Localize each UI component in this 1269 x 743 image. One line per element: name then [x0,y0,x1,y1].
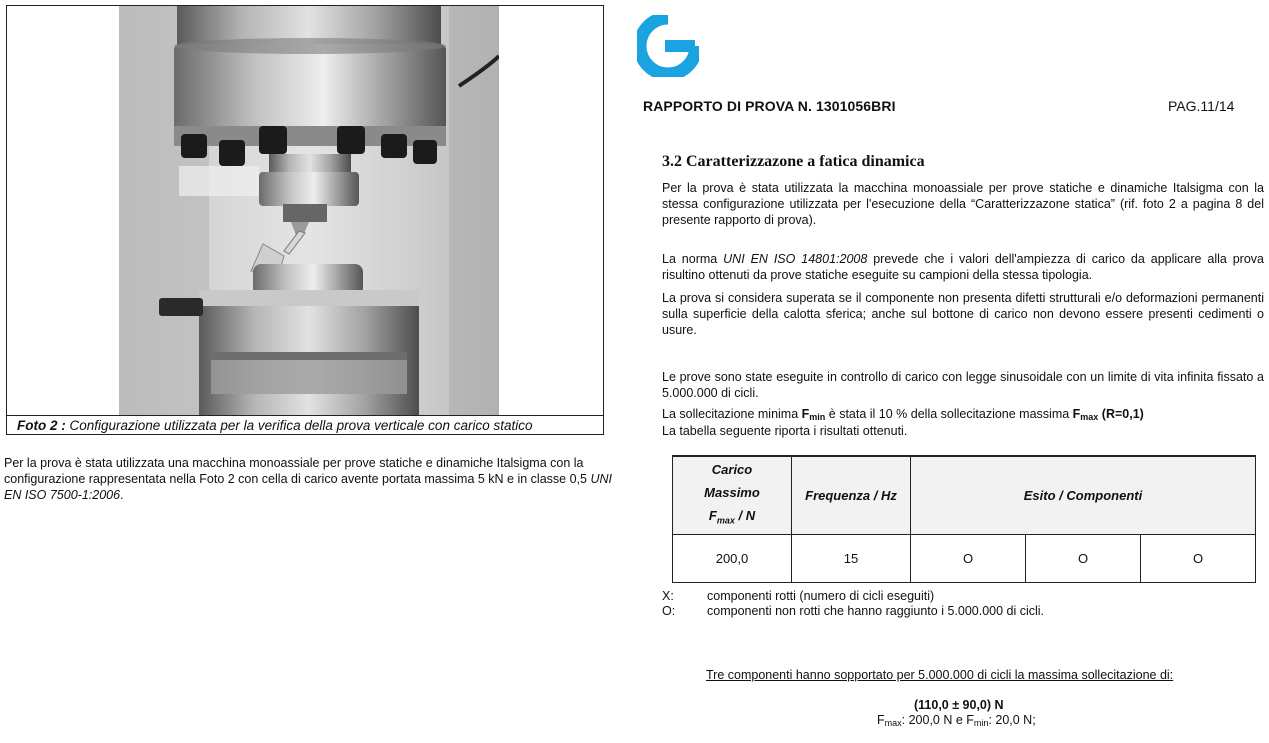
header-f-sub: max [716,515,735,526]
cell-load: 200,0 [673,534,792,582]
cell-component-3: O [1141,534,1256,582]
fmax-sub: max [884,718,902,728]
p5-min: min [809,412,826,422]
paragraph-table-intro: La tabella seguente riporta i risultati ottenuti. [662,424,908,438]
p2-b: prevede che i valori dell'ampiezza di carico da applicare alla prova risultino ottenuti da prove statiche eseguite su campioni della stessa tipologia. [662,252,1265,282]
header-max-load [673,456,792,534]
p5-a: La sollecitazione minima [662,407,802,421]
conclusion-force-values [877,713,1036,728]
paragraph-criteria: La prova si considera superata se il componente non presenta difetti strutturali e/o deformazioni permanenti sulla superficie della calotta sferica; anche sul bottone di carico non devono essere presenti cedimenti o usure. [662,291,1264,337]
header-max-load-line1: Carico [711,462,753,477]
test-machine-photo [119,6,499,415]
caption-text: Configurazione utilizzata per la verifica della prova verticale con carico statico [65,418,533,433]
p2-standard: UNI EN ISO 14801:2008 [723,252,868,266]
p2-a: La norma [662,252,724,266]
photo-caption [7,415,603,434]
left-paragraph-text: Per la prova è stata utilizzata una macchina monoassiale per prove statiche e dinamiche Italsigma con la configurazione rappresentata nella Foto 2 con cella di carico avente portata massima 5 kN e in classe 0,5 [4,456,591,486]
p5-f2: F [1072,407,1081,421]
table-row [673,534,1256,582]
fmax-f: F [877,713,885,727]
header-frequency: Frequenza / Hz [792,456,911,534]
legend-text: componenti non rotti che hanno raggiunto i 5.000.000 di cicli. [707,604,1045,618]
legend-text: componenti rotti (numero di cicli eseguiti) [707,589,935,603]
paragraph-standard [662,251,1264,283]
page-number: PAG.11/14 [1168,98,1235,114]
header-f: F [708,508,717,523]
header-max-load-line2: Massimo [704,485,760,500]
legend-key: O: [662,604,676,618]
left-paragraph-end: . [120,488,124,502]
paragraph-procedure: Le prove sono state eseguite in controllo di carico con legge sinusoidale con un limite di vita infinita fissato a 5.000.000 di cicli. [662,370,1264,400]
conclusion-sentence: Tre componenti hanno sopportato per 5.000.000 di cicli la massima sollecitazione di: [706,668,1174,682]
test-machine-illustration [119,6,499,415]
cell-component-2: O [1026,534,1141,582]
legend-key: X: [662,589,674,603]
header-unit: / N [734,508,756,523]
p5-c: (R=0,1) [1098,407,1144,421]
section-title: 3.2 Caratterizzazone a fatica dinamica [662,153,925,170]
conclusion-formula: (110,0 ± 90,0) N [914,698,1004,712]
table-header-row [673,456,1256,534]
p5-f: F [801,407,810,421]
paragraph-machine: Per la prova è stata utilizzata la macchina monoassiale per prove statiche e dinamiche Italsigma con la stessa configurazione utilizzata per l'esecuzione della “Caratterizzazone statica” (rif. foto 2 a pagina 8 del presente rapporto di prova). [662,181,1264,227]
fmax-value: : 200,0 N e F [901,713,974,727]
cell-frequency: 15 [792,534,911,582]
p5-max: max [1080,412,1099,422]
header-outcome: Esito / Componenti [911,456,1256,534]
report-number: RAPPORTO DI PROVA N. 1301056BRI [643,98,896,114]
left-paragraph [4,455,614,503]
cell-component-1: O [911,534,1026,582]
fmin-value: : 20,0 N; [988,713,1036,727]
left-paragraph-standard: UNI EN ISO 7500-1:2006 [4,472,612,502]
caption-label: Foto 2 : [17,418,66,433]
header-max-load-line3 [674,504,790,533]
fmin-sub: min [973,718,989,728]
p5-b: è stata il 10 % della sollecitazione massima [825,407,1073,421]
company-logo-icon [637,15,699,77]
results-table [672,455,1256,583]
photo-frame [6,5,604,435]
